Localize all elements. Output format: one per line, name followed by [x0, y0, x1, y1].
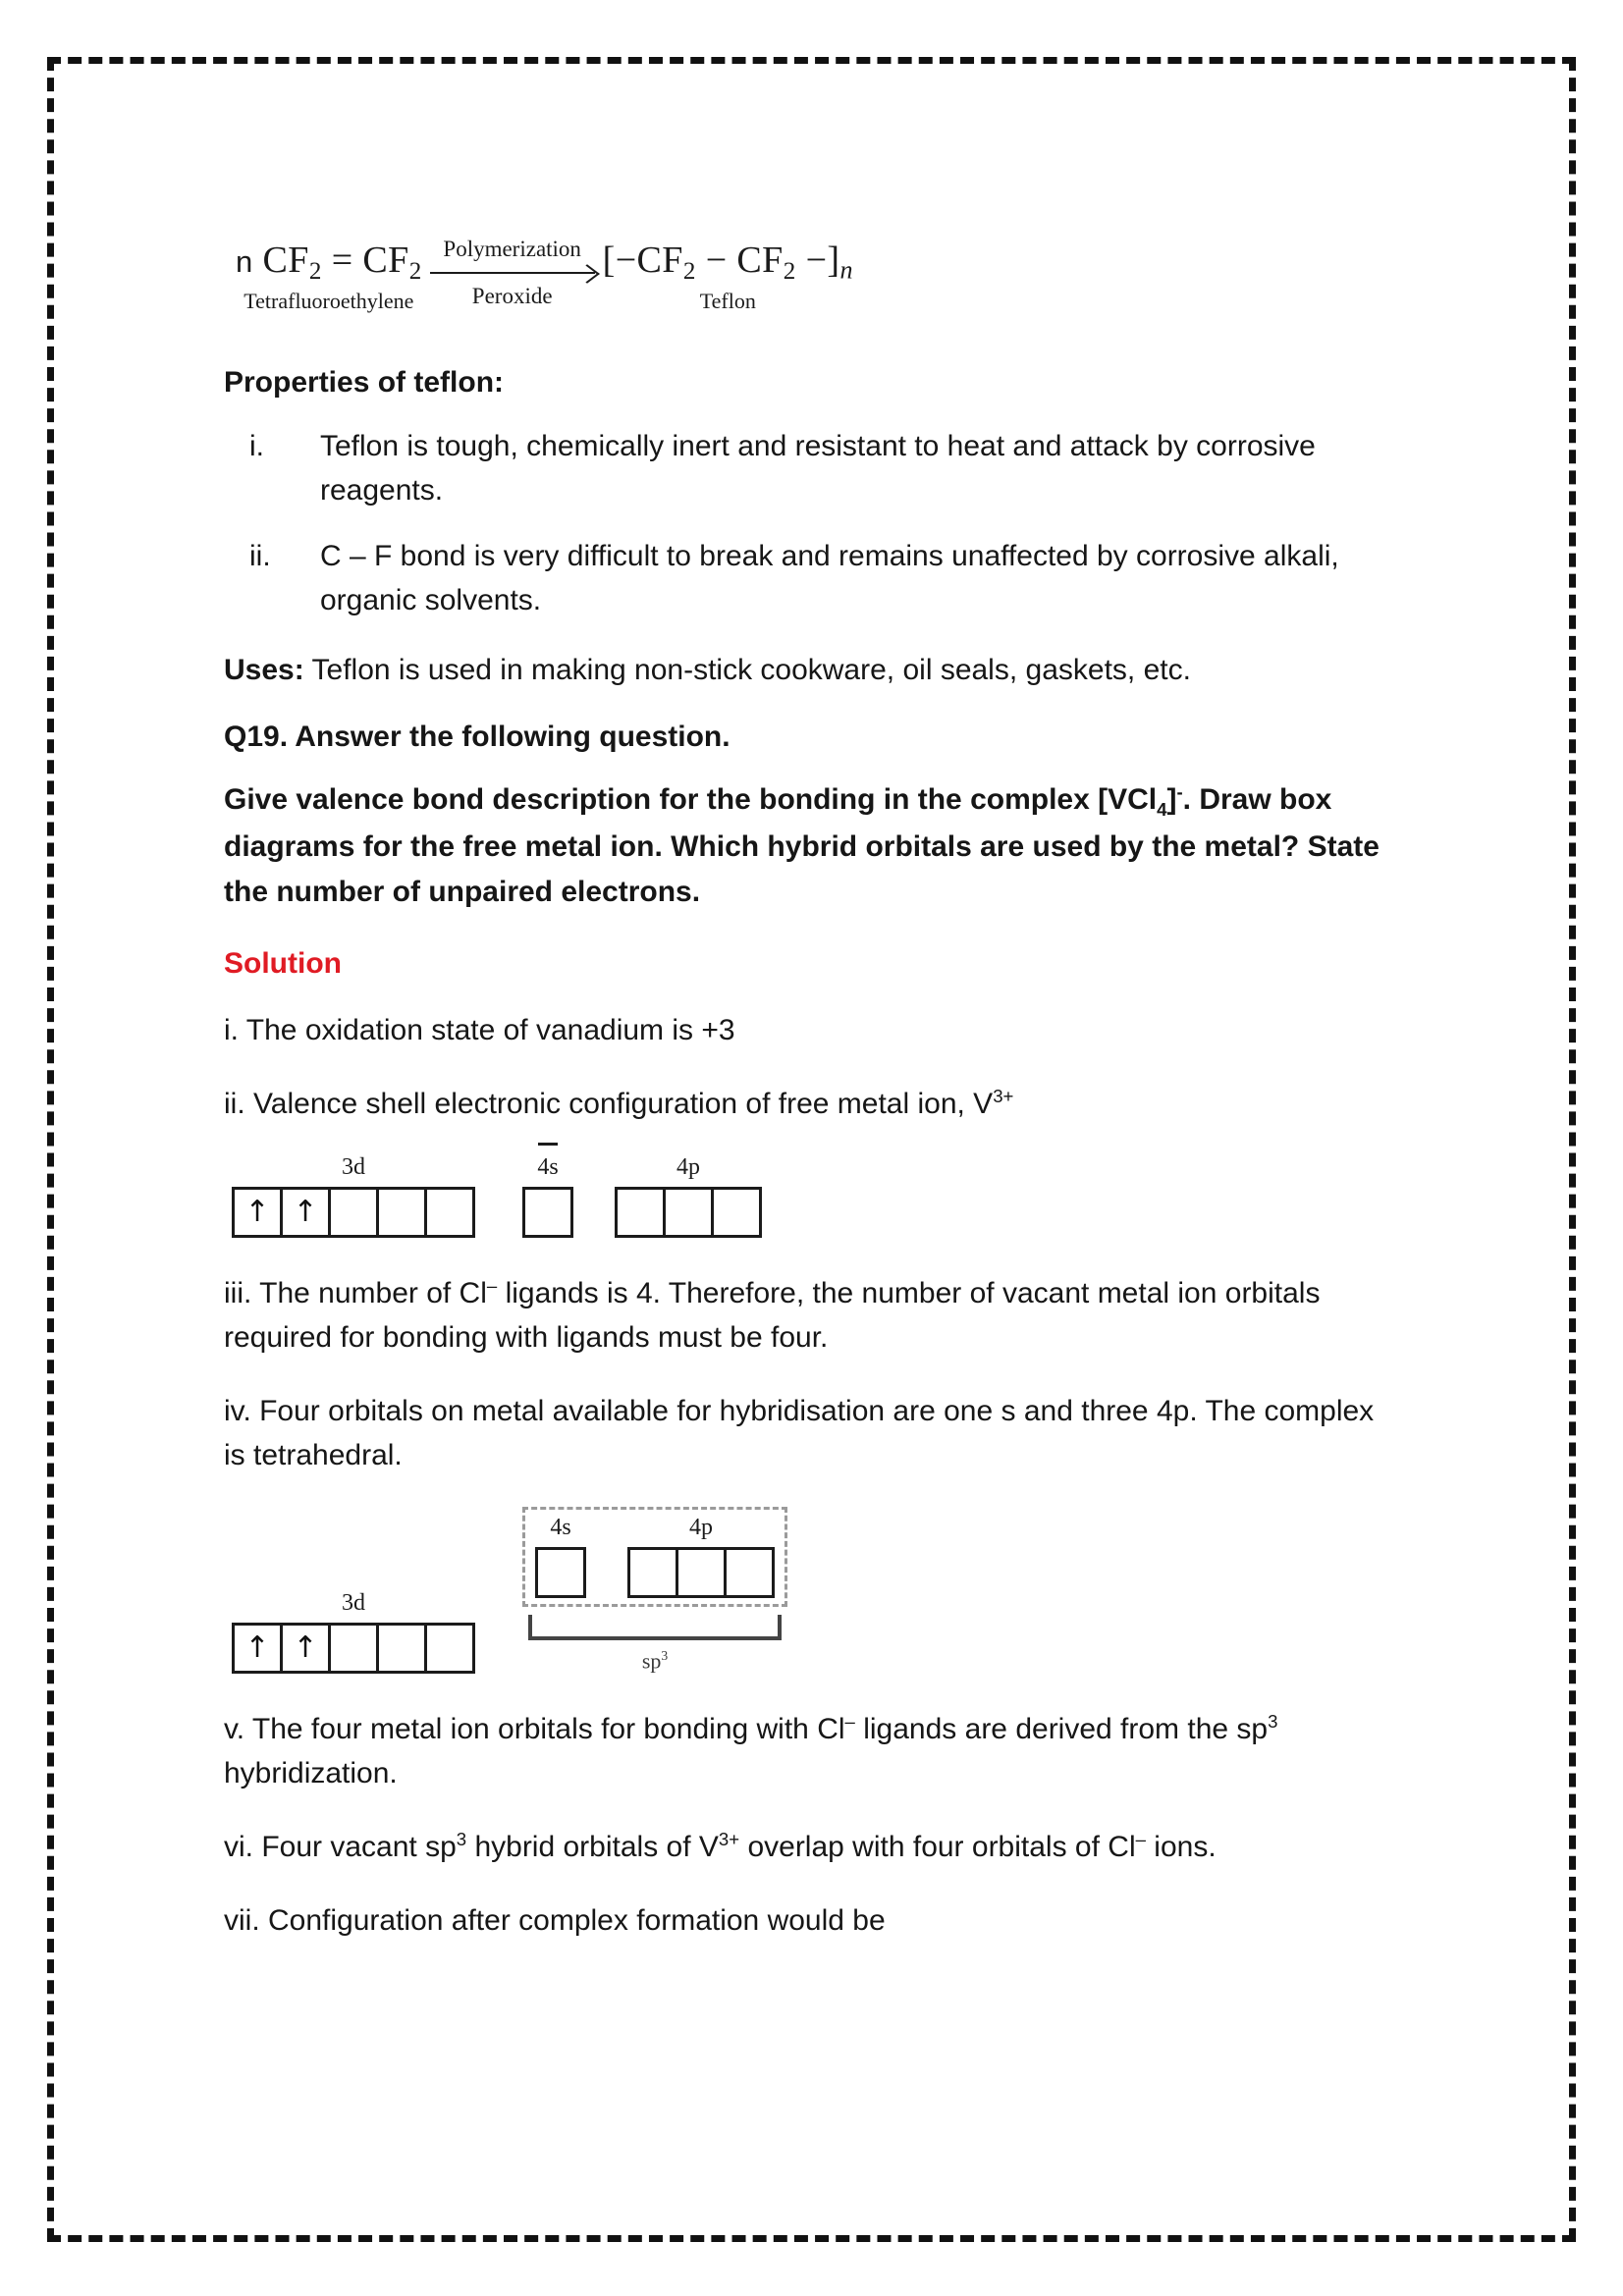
sp3-hybrid-label: $sp^3$: [641, 1647, 669, 1674]
uses-paragraph: [224, 648, 1392, 692]
orbital-group-4s: [535, 1516, 586, 1598]
orbital-box: [535, 1547, 586, 1598]
up-arrow-icon: ↑: [244, 1630, 270, 1666]
solution-step-vi: [224, 1825, 1392, 1869]
sp3-exponent: 3: [456, 1829, 467, 1850]
orbital-row: [535, 1516, 775, 1598]
orbital-label-4s: 4s: [550, 1514, 571, 1540]
solution-step-iii-part2: ligands is 4. Therefore, the number of vacant metal ion orbitals required for bonding with ligands must be four.: [224, 1276, 1321, 1354]
uses-label: Uses:: [224, 653, 304, 686]
orbital-boxes-3d: [232, 1187, 475, 1238]
solution-step-v: [224, 1707, 1392, 1795]
list-item-text: Teflon is tough, chemically inert and resistant to heat and attack by corrosive reagents.: [320, 429, 1316, 507]
list-marker: ii.: [249, 539, 271, 572]
orbital-box: [663, 1187, 714, 1238]
list-item: [224, 534, 1392, 622]
question-text-part2: ]: [1166, 783, 1177, 816]
orbital-label-3d: 3d: [342, 1590, 365, 1617]
orbital-box: [627, 1547, 678, 1598]
orbital-boxes-4s: [535, 1547, 586, 1598]
arrow-below-label: Peroxide: [471, 284, 553, 308]
orbital-boxes-4s: [522, 1187, 573, 1238]
sp3-bracket-icon: [522, 1611, 787, 1640]
product-label: Teflon: [699, 289, 756, 314]
chloride-charge-sup: –: [486, 1274, 498, 1296]
reaction-arrow: [430, 237, 595, 310]
orbital-box: [376, 1623, 427, 1674]
orbital-box: [424, 1187, 475, 1238]
list-marker: i.: [249, 429, 264, 462]
chloride-charge-sup: –: [844, 1711, 855, 1733]
uses-text: Teflon is used in making non-stick cookware, oil seals, gaskets, etc.: [311, 653, 1191, 686]
up-arrow-icon: ↑: [293, 1630, 318, 1666]
orbital-label-4p: 4p: [676, 1153, 700, 1180]
orbital-box: [676, 1547, 727, 1598]
orbital-box: [711, 1187, 762, 1238]
orbital-row: [232, 1155, 1392, 1238]
orbital-row: [232, 1507, 1392, 1674]
solution-step-ii: [224, 1082, 1392, 1126]
solution-step-vi-part1: vi. Four vacant sp: [224, 1831, 457, 1864]
arrow-line-icon: [430, 262, 595, 284]
solution-step-vii: vii. Configuration after complex formation would be: [224, 1904, 886, 1938]
solution-step-i: i. The oxidation state of vanadium is +3: [224, 1013, 735, 1046]
orbital-group-4s: [522, 1155, 573, 1238]
reactant-formula: n $CF_2 = CF_2$: [236, 239, 422, 285]
solution-step-vi-part4: ions.: [1145, 1831, 1217, 1864]
up-arrow-icon: ↑: [293, 1194, 318, 1229]
orbital-box: [724, 1547, 775, 1598]
equation-reactant: [236, 241, 422, 312]
orbital-group-4p: [627, 1516, 775, 1598]
product-formula: $[-CF_2 - CF_2 -]n$: [602, 239, 853, 285]
question-text-part1: Give valence bond description for the bonding in the complex [VCl: [224, 783, 1158, 816]
equation-product: [603, 241, 853, 312]
vanadium-charge-sup: 3+: [993, 1085, 1014, 1106]
orbital-group-3d: [232, 1591, 475, 1674]
hybrid-dashed-outline: [522, 1507, 787, 1607]
question-text-part3: . Draw box diagrams for the free metal ion. Which hybrid orbitals are used by the metal? State the number of unpaired electrons.: [224, 783, 1380, 909]
solution-step-iv: iv. Four orbitals on metal available for hybridisation are one s and three 4p. The complex is tetrahedral.: [224, 1394, 1375, 1471]
orbital-box: [424, 1623, 475, 1674]
complex-charge: -: [1176, 781, 1183, 802]
polymerization-equation: [236, 226, 1392, 328]
solution-step-vi-part2: hybrid orbitals of V: [466, 1831, 719, 1864]
solution-step-vi-part3: overlap with four orbitals of Cl: [739, 1831, 1136, 1864]
list-item: [224, 424, 1392, 512]
solution-step-iii: [224, 1271, 1392, 1360]
orbital-group-4p: [615, 1155, 762, 1238]
up-arrow-icon: ↑: [244, 1194, 270, 1229]
solution-heading: Solution: [224, 946, 342, 980]
orbital-box: [615, 1187, 666, 1238]
orbital-group-3d: [232, 1155, 475, 1238]
orbital-box: [522, 1187, 573, 1238]
complex-subscript: 4: [1157, 799, 1167, 820]
orbital-box: [232, 1187, 283, 1238]
orbital-box: [328, 1187, 379, 1238]
solution-step-v-part1: v. The four metal ion orbitals for bonding with Cl: [224, 1713, 845, 1746]
properties-list: [224, 424, 1392, 622]
orbital-box: [328, 1623, 379, 1674]
chloride-charge-sup: –: [1135, 1829, 1146, 1850]
orbital-label-3d: 3d: [342, 1153, 365, 1180]
question-number-heading: Q19. Answer the following question.: [224, 720, 730, 753]
question-text: [224, 777, 1392, 916]
orbital-label-4s: 4s: [537, 1153, 559, 1180]
list-item-text: C – F bond is very difficult to break and remains unaffected by corrosive alkali, organic solvents.: [320, 539, 1339, 616]
orbital-box: [280, 1623, 331, 1674]
orbital-diagram-free-ion: [232, 1155, 1392, 1238]
solution-step-v-part3: hybridization.: [224, 1757, 398, 1790]
orbital-boxes-4p: [627, 1547, 775, 1598]
orbital-diagram-hybridised: [232, 1507, 1392, 1674]
sp3-exponent: 3: [1268, 1711, 1278, 1733]
orbital-boxes-4p: [615, 1187, 762, 1238]
arrow-above-label: Polymerization: [443, 236, 581, 261]
orbital-box: [376, 1187, 427, 1238]
hybrid-orbitals-column: [522, 1507, 787, 1674]
solution-step-v-part2: ligands are derived from the sp: [854, 1713, 1269, 1746]
orbital-box: [232, 1623, 283, 1674]
orbital-box: [280, 1187, 331, 1238]
orbital-label-4p: 4p: [689, 1514, 713, 1540]
solution-step-ii-text: ii. Valence shell electronic configuration of free metal ion, V: [224, 1087, 994, 1120]
reactant-label: Tetrafluoroethylene: [243, 289, 414, 314]
page-content: [224, 226, 1392, 1972]
solution-step-iii-part1: iii. The number of Cl: [224, 1276, 487, 1309]
vanadium-charge-sup: 3+: [718, 1829, 740, 1850]
properties-heading: Properties of teflon:: [224, 366, 505, 399]
orbital-boxes-3d: [232, 1623, 475, 1674]
